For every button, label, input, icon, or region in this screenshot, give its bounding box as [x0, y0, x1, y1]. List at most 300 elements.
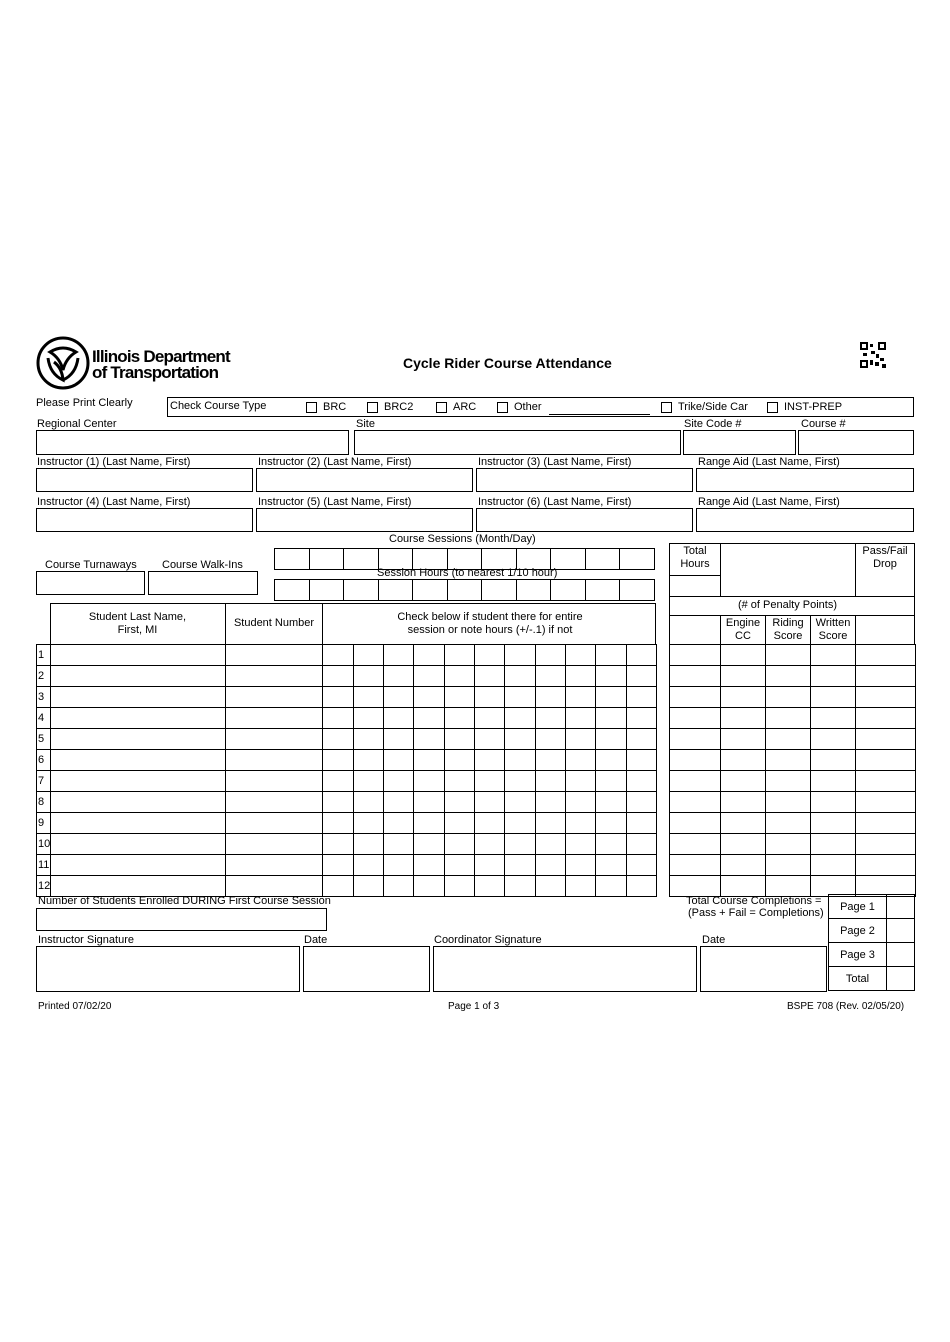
attendance-cell[interactable]: [627, 792, 657, 813]
attendance-cell[interactable]: [566, 708, 596, 729]
session-hours-cell[interactable]: [344, 580, 379, 601]
checkbox-arc-label: ARC: [453, 401, 477, 413]
attendance-cell[interactable]: [536, 666, 566, 687]
riding-score-cell[interactable]: [766, 771, 811, 792]
attendance-cell[interactable]: [596, 813, 627, 834]
pass-fail-cell[interactable]: [856, 855, 916, 876]
attendance-cell[interactable]: [323, 666, 354, 687]
session-date-cell[interactable]: [585, 549, 620, 570]
student-number-cell[interactable]: [226, 855, 323, 876]
student-name-cell[interactable]: [51, 834, 226, 855]
riding-score-cell[interactable]: [766, 729, 811, 750]
riding-score-cell[interactable]: [766, 687, 811, 708]
row-number: 5: [37, 729, 51, 750]
attendance-cell[interactable]: [354, 855, 384, 876]
attendance-cell[interactable]: [536, 729, 566, 750]
idot-logo: [36, 336, 236, 390]
riding-score-cell[interactable]: [766, 813, 811, 834]
written-score-cell[interactable]: [811, 834, 856, 855]
row-number: 7: [37, 771, 51, 792]
session-hours-cell[interactable]: [482, 580, 517, 601]
attendance-cell[interactable]: [505, 834, 536, 855]
session-hours-cell[interactable]: [551, 580, 586, 601]
student-number-cell[interactable]: [226, 687, 323, 708]
attendance-cell[interactable]: [384, 771, 414, 792]
attendance-cell[interactable]: [627, 750, 657, 771]
course-walkins-label: Course Walk-Ins: [162, 559, 243, 571]
attendance-cell[interactable]: [384, 729, 414, 750]
attendance-cell[interactable]: [354, 813, 384, 834]
logo-line-1: Illinois Department: [92, 347, 230, 366]
attendance-cell[interactable]: [536, 813, 566, 834]
attendance-cell[interactable]: [566, 855, 596, 876]
page-number: Page 1 of 3: [448, 1001, 500, 1012]
attendance-cell[interactable]: [445, 792, 475, 813]
pass-fail-cell[interactable]: [856, 792, 916, 813]
engine-cc-cell[interactable]: [721, 645, 766, 666]
student-name-cell[interactable]: [51, 687, 226, 708]
attendance-cell[interactable]: [596, 834, 627, 855]
attendance-cell[interactable]: [354, 687, 384, 708]
attendance-cell[interactable]: [384, 708, 414, 729]
score-table: [669, 644, 916, 897]
attendance-cell[interactable]: [323, 813, 354, 834]
table-row: [670, 708, 916, 729]
attendance-cell[interactable]: [354, 834, 384, 855]
session-date-cell[interactable]: [620, 549, 655, 570]
checkbox-inst-prep-label: INST-PREP: [784, 401, 843, 413]
session-hours-cell[interactable]: [585, 580, 620, 601]
attendance-cell[interactable]: [445, 750, 475, 771]
pass-fail-cell[interactable]: [856, 750, 916, 771]
attendance-cell[interactable]: [475, 771, 505, 792]
session-hours-label: Session Hours (to nearest 1/10 hour): [377, 567, 558, 579]
attendance-cell[interactable]: [536, 687, 566, 708]
attendance-cell[interactable]: [384, 792, 414, 813]
checkbox-trike[interactable]: [661, 402, 672, 413]
attendance-cell[interactable]: [354, 666, 384, 687]
session-hours-cell[interactable]: [275, 580, 310, 601]
student-number-cell[interactable]: [226, 834, 323, 855]
attendance-cell[interactable]: [596, 687, 627, 708]
attendance-cell[interactable]: [323, 708, 354, 729]
engine-cc-cell[interactable]: [721, 708, 766, 729]
attendance-cell[interactable]: [596, 708, 627, 729]
written-score-cell[interactable]: [811, 666, 856, 687]
attendance-cell[interactable]: [445, 876, 475, 897]
riding-score-cell[interactable]: [766, 645, 811, 666]
attendance-cell[interactable]: [627, 729, 657, 750]
attendance-cell[interactable]: [536, 855, 566, 876]
table-row: [37, 666, 657, 687]
attendance-cell[interactable]: [627, 645, 657, 666]
checkbox-arc[interactable]: [436, 402, 447, 413]
attendance-cell[interactable]: [505, 687, 536, 708]
range-aid-2-field[interactable]: [696, 508, 914, 532]
enrolled-field[interactable]: [36, 908, 327, 931]
student-name-cell[interactable]: [51, 666, 226, 687]
attendance-cell[interactable]: [414, 855, 445, 876]
attendance-cell[interactable]: [354, 876, 384, 897]
student-number-cell[interactable]: [226, 750, 323, 771]
session-hours-cell[interactable]: [447, 580, 482, 601]
page-1-value[interactable]: [887, 895, 915, 919]
attendance-cell[interactable]: [627, 687, 657, 708]
attendance-cell[interactable]: [505, 645, 536, 666]
attendance-cell[interactable]: [323, 729, 354, 750]
engine-cc-cell[interactable]: [721, 855, 766, 876]
attendance-cell[interactable]: [536, 834, 566, 855]
attendance-cell[interactable]: [536, 708, 566, 729]
attendance-cell[interactable]: [414, 771, 445, 792]
session-hours-cell[interactable]: [378, 580, 413, 601]
riding-score-cell[interactable]: [766, 750, 811, 771]
attendance-cell[interactable]: [445, 834, 475, 855]
attendance-cell[interactable]: [566, 771, 596, 792]
attendance-cell[interactable]: [323, 771, 354, 792]
attendance-cell[interactable]: [445, 708, 475, 729]
attendance-cell[interactable]: [596, 792, 627, 813]
attendance-cell[interactable]: [475, 813, 505, 834]
form-id: BSPE 708 (Rev. 02/05/20): [787, 1001, 905, 1012]
student-number-cell[interactable]: [226, 792, 323, 813]
attendance-cell[interactable]: [384, 855, 414, 876]
row-number: 9: [37, 813, 51, 834]
written-score-cell[interactable]: [811, 855, 856, 876]
attendance-cell[interactable]: [414, 750, 445, 771]
row-number: 1: [37, 645, 51, 666]
checkbox-inst-prep[interactable]: [767, 402, 778, 413]
pass-fail-cell[interactable]: [856, 687, 916, 708]
attendance-cell[interactable]: [505, 708, 536, 729]
course-number-field[interactable]: [798, 430, 914, 455]
student-number-cell[interactable]: [226, 771, 323, 792]
session-hours-grid[interactable]: [274, 579, 655, 601]
student-name-cell[interactable]: [51, 813, 226, 834]
attendance-cell[interactable]: [505, 729, 536, 750]
pass-fail-cell[interactable]: [856, 708, 916, 729]
attendance-cell[interactable]: [323, 750, 354, 771]
attendance-cell[interactable]: [414, 708, 445, 729]
attendance-cell[interactable]: [627, 834, 657, 855]
checkbox-other-label: Other: [514, 401, 542, 413]
student-name-cell[interactable]: [51, 729, 226, 750]
total-hours-cell[interactable]: [670, 792, 721, 813]
checkbox-brc2-label: BRC2: [384, 401, 414, 413]
coordinator-signature-label: Coordinator Signature: [434, 934, 542, 946]
student-number-cell[interactable]: [226, 813, 323, 834]
attendance-cell[interactable]: [354, 729, 384, 750]
riding-score-cell[interactable]: [766, 666, 811, 687]
student-name-cell[interactable]: [51, 771, 226, 792]
attendance-cell[interactable]: [475, 834, 505, 855]
attendance-cell[interactable]: [354, 708, 384, 729]
site-field[interactable]: [354, 430, 681, 455]
session-date-cell[interactable]: [309, 549, 344, 570]
student-number-cell[interactable]: [226, 666, 323, 687]
attendance-cell[interactable]: [505, 750, 536, 771]
other-course-line[interactable]: [549, 414, 650, 415]
written-score-cell[interactable]: [811, 645, 856, 666]
total-hours-cell[interactable]: [670, 834, 721, 855]
student-number-cell[interactable]: [226, 708, 323, 729]
attendance-cell[interactable]: [505, 666, 536, 687]
site-code-field[interactable]: [683, 430, 796, 455]
row-number: 10: [37, 834, 51, 855]
total-hours-cell[interactable]: [670, 645, 721, 666]
attendance-cell[interactable]: [536, 645, 566, 666]
student-name-cell[interactable]: [51, 708, 226, 729]
row-number: 12: [37, 876, 51, 897]
regional-center-field[interactable]: [36, 430, 349, 455]
attendance-cell[interactable]: [596, 855, 627, 876]
attendance-cell[interactable]: [505, 855, 536, 876]
total-value[interactable]: [887, 967, 915, 991]
riding-score-cell[interactable]: [766, 876, 811, 897]
attendance-cell[interactable]: [475, 645, 505, 666]
written-score-cell[interactable]: [811, 771, 856, 792]
instructor-signature-field[interactable]: [36, 946, 300, 992]
coordinator-signature-field[interactable]: [433, 946, 697, 992]
pass-fail-cell[interactable]: [856, 834, 916, 855]
pass-fail-cell[interactable]: [856, 729, 916, 750]
attendance-cell[interactable]: [323, 687, 354, 708]
attendance-cell[interactable]: [596, 645, 627, 666]
attendance-cell[interactable]: [354, 750, 384, 771]
engine-cc-cell[interactable]: [721, 750, 766, 771]
student-name-cell[interactable]: [51, 855, 226, 876]
attendance-cell[interactable]: [384, 645, 414, 666]
attendance-cell[interactable]: [596, 750, 627, 771]
total-hours-cell[interactable]: [670, 729, 721, 750]
course-turnaways-field[interactable]: [36, 571, 145, 595]
total-hours-cell[interactable]: [670, 750, 721, 771]
attendance-cell[interactable]: [505, 876, 536, 897]
attendance-cell[interactable]: [414, 813, 445, 834]
checkbox-other[interactable]: [497, 402, 508, 413]
attendance-cell[interactable]: [475, 792, 505, 813]
instructor-6-field[interactable]: [476, 508, 693, 532]
engine-cc-cell[interactable]: [721, 666, 766, 687]
page-2-value[interactable]: [887, 919, 915, 943]
session-hours-cell[interactable]: [413, 580, 448, 601]
course-number-label: Course #: [801, 418, 846, 430]
total-hours-cell[interactable]: [670, 771, 721, 792]
page-3-value[interactable]: [887, 943, 915, 967]
riding-score-cell[interactable]: [766, 792, 811, 813]
attendance-cell[interactable]: [475, 855, 505, 876]
total-hours-cell[interactable]: [670, 813, 721, 834]
attendance-cell[interactable]: [384, 813, 414, 834]
course-walkins-field[interactable]: [148, 571, 258, 595]
total-hours-cell[interactable]: [670, 666, 721, 687]
table-row: [37, 855, 657, 876]
attendance-cell[interactable]: [414, 876, 445, 897]
attendance-cell[interactable]: [627, 666, 657, 687]
attendance-cell[interactable]: [566, 687, 596, 708]
instructor-4-field[interactable]: [36, 508, 253, 532]
session-date-cell[interactable]: [344, 549, 379, 570]
attendance-cell[interactable]: [475, 666, 505, 687]
completions-label-1: Total Course Completions =: [686, 895, 822, 907]
attendance-cell[interactable]: [445, 771, 475, 792]
attendance-cell[interactable]: [354, 792, 384, 813]
engine-cc-cell[interactable]: [721, 876, 766, 897]
attendance-cell[interactable]: [414, 729, 445, 750]
pass-fail-cell[interactable]: [856, 813, 916, 834]
pass-fail-cell[interactable]: [856, 666, 916, 687]
attendance-cell[interactable]: [414, 687, 445, 708]
attendance-cell[interactable]: [414, 666, 445, 687]
engine-cc-cell[interactable]: [721, 771, 766, 792]
instructor-2-field[interactable]: [256, 468, 473, 492]
table-row: [670, 666, 916, 687]
attendance-cell[interactable]: [566, 750, 596, 771]
attendance-cell[interactable]: [354, 645, 384, 666]
written-score-cell[interactable]: [811, 687, 856, 708]
student-name-cell[interactable]: [51, 750, 226, 771]
attendance-cell[interactable]: [323, 792, 354, 813]
engine-cc-cell[interactable]: [721, 687, 766, 708]
written-score-cell[interactable]: [811, 792, 856, 813]
student-name-cell[interactable]: [51, 876, 226, 897]
riding-score-cell[interactable]: [766, 855, 811, 876]
session-date-cell[interactable]: [275, 549, 310, 570]
col-engine-cc: Engine CC: [725, 617, 761, 642]
written-score-cell[interactable]: [811, 750, 856, 771]
attendance-cell[interactable]: [536, 750, 566, 771]
attendance-cell[interactable]: [323, 834, 354, 855]
row-number: 3: [37, 687, 51, 708]
attendance-cell[interactable]: [505, 771, 536, 792]
attendance-cell[interactable]: [475, 687, 505, 708]
engine-cc-cell[interactable]: [721, 729, 766, 750]
regional-center-label: Regional Center: [37, 418, 117, 430]
attendance-cell[interactable]: [323, 855, 354, 876]
table-row: [670, 645, 916, 666]
engine-cc-cell[interactable]: [721, 834, 766, 855]
attendance-cell[interactable]: [384, 750, 414, 771]
instructor-6-label: Instructor (6) (Last Name, First): [478, 496, 632, 508]
student-number-cell[interactable]: [226, 645, 323, 666]
session-hours-cell[interactable]: [620, 580, 655, 601]
checkbox-brc[interactable]: [306, 402, 317, 413]
written-score-cell[interactable]: [811, 708, 856, 729]
engine-cc-cell[interactable]: [721, 813, 766, 834]
attendance-cell[interactable]: [445, 813, 475, 834]
session-hours-cell[interactable]: [309, 580, 344, 601]
student-number-cell[interactable]: [226, 729, 323, 750]
row-number: 11: [37, 855, 51, 876]
attendance-cell[interactable]: [627, 876, 657, 897]
attendance-cell[interactable]: [505, 813, 536, 834]
attendance-cell[interactable]: [627, 813, 657, 834]
student-name-cell[interactable]: [51, 792, 226, 813]
attendance-cell[interactable]: [414, 834, 445, 855]
page-2-label: Page 2: [829, 919, 887, 943]
attendance-cell[interactable]: [566, 813, 596, 834]
attendance-cell[interactable]: [566, 729, 596, 750]
engine-cc-cell[interactable]: [721, 792, 766, 813]
attendance-cell[interactable]: [475, 876, 505, 897]
attendance-cell[interactable]: [566, 876, 596, 897]
instructor-5-field[interactable]: [256, 508, 473, 532]
attendance-cell[interactable]: [323, 876, 354, 897]
range-aid-1-field[interactable]: [696, 468, 914, 492]
total-hours-cell[interactable]: [670, 876, 721, 897]
pass-fail-cell[interactable]: [856, 645, 916, 666]
date-1-field[interactable]: [303, 946, 430, 992]
attendance-cell[interactable]: [414, 645, 445, 666]
total-hours-cell[interactable]: [670, 708, 721, 729]
instructor-3-field[interactable]: [476, 468, 693, 492]
instructor-1-field[interactable]: [36, 468, 253, 492]
attendance-cell[interactable]: [414, 792, 445, 813]
attendance-cell[interactable]: [596, 666, 627, 687]
session-hours-cell[interactable]: [516, 580, 551, 601]
attendance-cell[interactable]: [566, 645, 596, 666]
attendance-cell[interactable]: [445, 729, 475, 750]
total-hours-cell[interactable]: [670, 855, 721, 876]
attendance-cell[interactable]: [536, 876, 566, 897]
total-hours-cell[interactable]: [670, 687, 721, 708]
row-number: 8: [37, 792, 51, 813]
checkbox-trike-label: Trike/Side Car: [678, 401, 748, 413]
written-score-cell[interactable]: [811, 813, 856, 834]
attendance-cell[interactable]: [505, 792, 536, 813]
attendance-cell[interactable]: [566, 834, 596, 855]
attendance-cell[interactable]: [596, 876, 627, 897]
attendance-cell[interactable]: [475, 750, 505, 771]
table-row: [37, 687, 657, 708]
date-2-field[interactable]: [700, 946, 827, 992]
attendance-cell[interactable]: [596, 729, 627, 750]
attendance-cell[interactable]: [445, 687, 475, 708]
student-number-cell[interactable]: [226, 876, 323, 897]
attendance-cell[interactable]: [596, 771, 627, 792]
attendance-cell[interactable]: [566, 792, 596, 813]
attendance-cell[interactable]: [445, 855, 475, 876]
attendance-cell[interactable]: [354, 771, 384, 792]
riding-score-cell[interactable]: [766, 708, 811, 729]
attendance-cell[interactable]: [627, 855, 657, 876]
attendance-cell[interactable]: [384, 834, 414, 855]
attendance-cell[interactable]: [445, 645, 475, 666]
pass-fail-label: Pass/Fail Drop: [862, 545, 908, 570]
attendance-cell[interactable]: [536, 792, 566, 813]
attendance-cell[interactable]: [475, 708, 505, 729]
written-score-cell[interactable]: [811, 729, 856, 750]
attendance-cell[interactable]: [627, 771, 657, 792]
attendance-cell[interactable]: [566, 666, 596, 687]
checkbox-brc2[interactable]: [367, 402, 378, 413]
table-row: [670, 771, 916, 792]
pass-fail-cell[interactable]: [856, 771, 916, 792]
instructor-4-label: Instructor (4) (Last Name, First): [37, 496, 191, 508]
attendance-cell[interactable]: [384, 876, 414, 897]
attendance-cell[interactable]: [627, 708, 657, 729]
attendance-cell[interactable]: [445, 666, 475, 687]
attendance-cell[interactable]: [384, 687, 414, 708]
date-1-label: Date: [304, 934, 328, 946]
attendance-cell[interactable]: [536, 771, 566, 792]
student-name-cell[interactable]: [51, 645, 226, 666]
attendance-cell[interactable]: [475, 729, 505, 750]
attendance-cell[interactable]: [384, 666, 414, 687]
check-course-type-label: Check Course Type: [170, 400, 267, 412]
riding-score-cell[interactable]: [766, 834, 811, 855]
attendance-cell[interactable]: [323, 645, 354, 666]
